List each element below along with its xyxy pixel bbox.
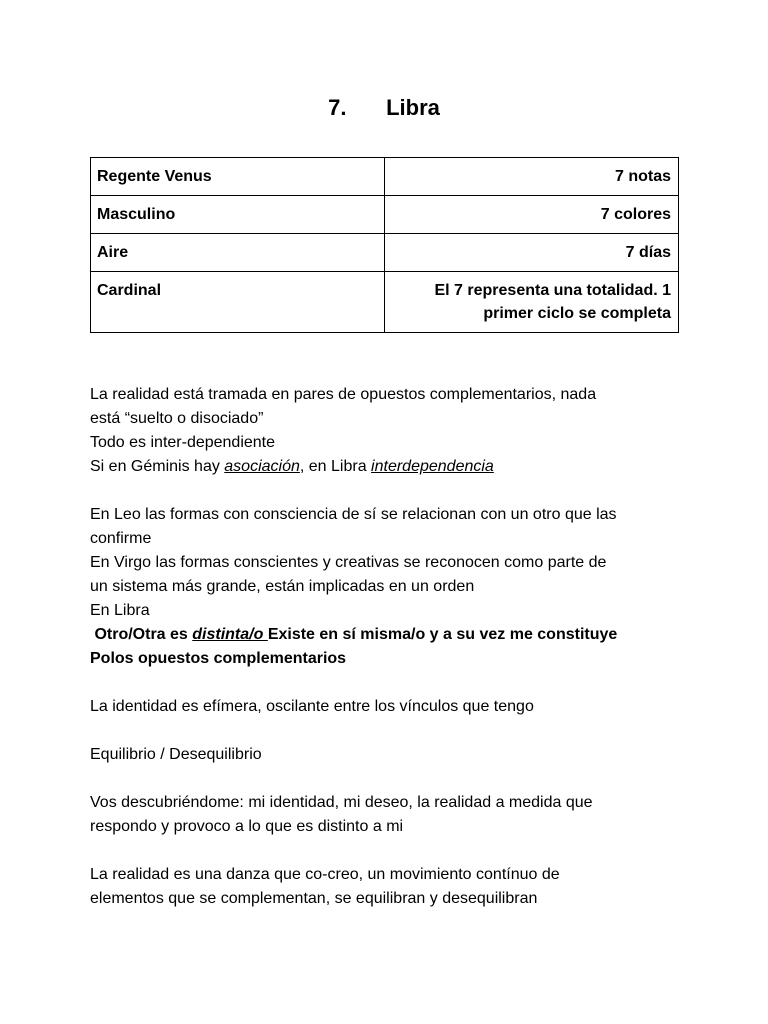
paragraph-line: está “suelto o disociado”: [90, 410, 264, 427]
paragraph-line: En Virgo las formas conscientes y creativas se reconocen como parte de: [90, 554, 607, 571]
paragraph-line: Equilibrio / Desequilibrio: [90, 746, 262, 763]
paragraph-line: La identidad es efímera, oscilante entre los vínculos que tengo: [90, 698, 534, 715]
paragraph-line: un sistema más grande, están implicadas en un orden: [90, 578, 475, 595]
paragraph-line: En Libra: [90, 602, 150, 619]
text-span: Otro/Otra es: [90, 626, 193, 643]
table-cell-modality: Cardinal: [91, 272, 385, 333]
libra-attributes-table: [90, 157, 679, 333]
text-span: Si en Géminis hay: [90, 458, 225, 475]
heading-title: Libra: [386, 95, 440, 120]
term-interdependencia: interdependencia: [371, 458, 494, 475]
table-cell-element: Aire: [91, 234, 385, 272]
table-cell-colors: 7 colores: [385, 196, 679, 234]
paragraph-line: Vos descubriéndome: mi identidad, mi deseo, la realidad a medida que: [90, 794, 593, 811]
term-asociacion: asociación: [224, 458, 300, 475]
paragraph-line: [90, 455, 690, 479]
body-text: [90, 383, 690, 911]
paragraph-line: La realidad es una danza que co-creo, un movimiento contínuo de: [90, 866, 560, 883]
paragraph-line: respondo y provoco a lo que es distinto a mi: [90, 818, 404, 835]
table-row: [91, 158, 679, 196]
paragraph-line: [90, 623, 690, 647]
page-heading: [0, 94, 768, 122]
text-span: , en Libra: [299, 458, 372, 475]
table-cell-notes: 7 notas: [385, 158, 679, 196]
text-span: Existe en sí misma/o y a su vez me constituye: [267, 626, 618, 643]
paragraph-line: elementos que se complementan, se equilibran y desequilibran: [90, 890, 538, 907]
totality-line-2: primer ciclo se completa: [483, 305, 671, 322]
table-cell-ruler: Regente Venus: [91, 158, 385, 196]
table-row: [91, 272, 679, 333]
table-row: [91, 196, 679, 234]
paragraph-line: confirme: [90, 530, 152, 547]
table-cell-days: 7 días: [385, 234, 679, 272]
table-cell-totality: [385, 272, 679, 333]
paragraph-line: La realidad está tramada en pares de opuestos complementarios, nada: [90, 386, 597, 403]
paragraph-line: En Leo las formas con consciencia de sí se relacionan con un otro que las: [90, 506, 617, 523]
heading-number: 7.: [328, 95, 347, 120]
table-row: [91, 234, 679, 272]
paragraph-line: Polos opuestos complementarios: [90, 650, 347, 667]
paragraph-line: Todo es inter-dependiente: [90, 434, 276, 451]
totality-line-1: El 7 representa una totalidad. 1: [434, 282, 671, 299]
table-cell-polarity: Masculino: [91, 196, 385, 234]
term-distinta: distinta/o: [192, 626, 268, 643]
